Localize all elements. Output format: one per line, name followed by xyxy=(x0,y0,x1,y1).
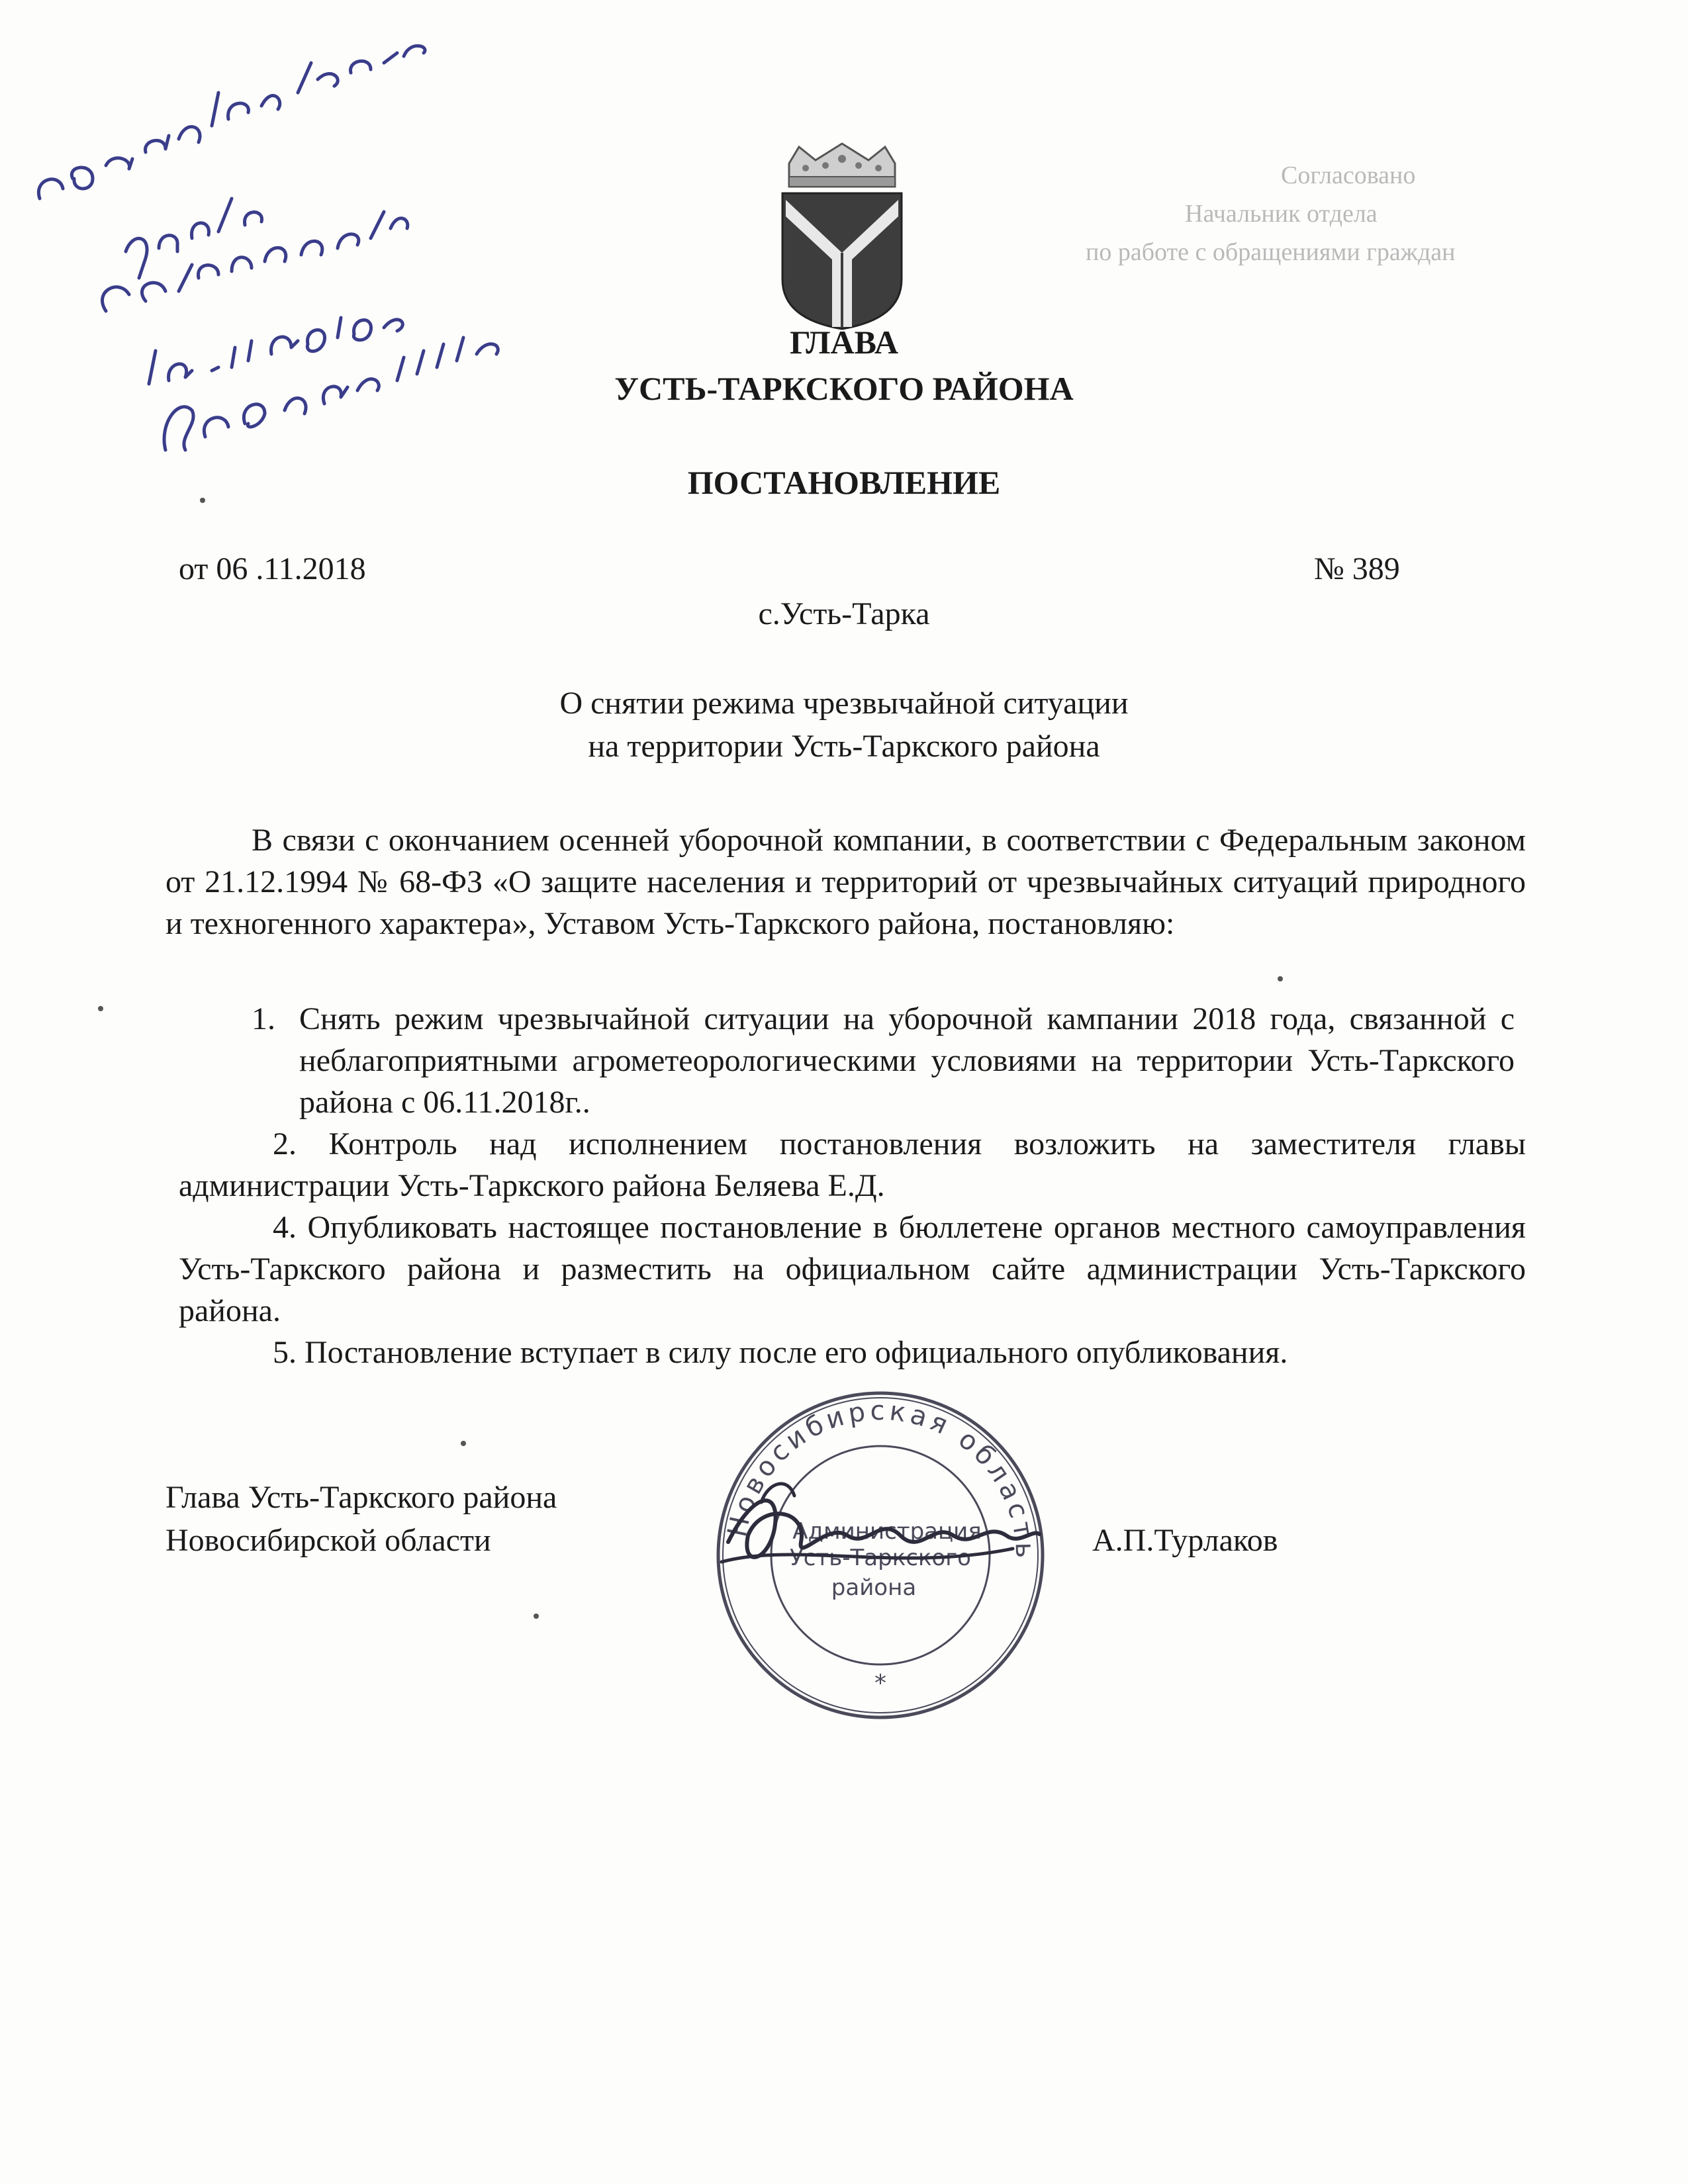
stamp-star: * xyxy=(874,1670,886,1697)
preamble-text: В связи с окончанием осенней уборочной компании, в соответствии с Федеральным законом от 21.12.1994 № 68-ФЗ «О защите населения и территорий от чрезвычайных ситуаций природного и техногенного характера», Уставом Усть-Таркского района, постановляю: xyxy=(165,823,1526,941)
paper-speck xyxy=(461,1441,466,1446)
coat-of-arms-emblem xyxy=(769,140,915,332)
document-number: № 389 xyxy=(1314,551,1400,586)
stamp-center-line3: района xyxy=(831,1574,917,1601)
item-1: Снять режим чрезвычайной ситуации на уборочной кампании 2018 года, связанной с неблагоприятными агрометеорологическими условиями на территории Усть-Таркского района с 06.11.2018г.. xyxy=(299,1001,1515,1120)
header-title-line1: ГЛАВА xyxy=(790,324,898,361)
document-type: ПОСТАНОВЛЕНИЕ xyxy=(687,464,1001,501)
signatory-name: А.П.Турлаков xyxy=(1092,1523,1278,1558)
stamp-center-line2: Усть-Таркского xyxy=(790,1545,971,1571)
item-4-text: 4. Опубликовать настоящее постановление в бюллетене органов местного самоуправления Усть-Таркского района и разместить на официальном сайте администрации Усть-Таркского района. xyxy=(179,1210,1526,1328)
bleed-through-line: Согласовано xyxy=(1281,161,1416,189)
stamp-center-line1: Администрация xyxy=(792,1518,982,1545)
item-5 xyxy=(179,1332,1526,1373)
paper-speck xyxy=(200,498,205,503)
document-date: от 06 .11.2018 xyxy=(179,551,366,586)
paper-speck xyxy=(98,1006,103,1011)
item-5-text: 5. Постановление вступает в силу после его официального опубликования. xyxy=(273,1335,1288,1370)
signatory-position-line2: Новосибирской области xyxy=(165,1523,491,1558)
item-2 xyxy=(179,1123,1526,1206)
signatory-position-line1: Глава Усть-Таркского района xyxy=(165,1480,557,1515)
document-place: с.Усть-Тарка xyxy=(758,596,930,631)
handwritten-signature xyxy=(702,1463,1046,1595)
bleed-through-line: по работе с обращениями граждан xyxy=(1086,238,1456,266)
stamp-ring-text: Новосибирская область xyxy=(722,1395,1041,1563)
header-title-line2: УСТЬ-ТАРКСКОГО РАЙОНА xyxy=(614,370,1074,407)
subject-line2: на территории Усть-Таркского района xyxy=(588,729,1100,764)
bleed-through-line: Начальник отдела xyxy=(1185,200,1378,228)
body-preamble xyxy=(165,819,1526,944)
item-2-text: 2. Контроль над исполнением постановления возложить на заместителя главы администрации Усть-Таркского района Беляева Е.Д. xyxy=(179,1126,1526,1203)
item-4 xyxy=(179,1206,1526,1332)
item-1-number: 1. xyxy=(252,1001,275,1036)
paper-speck xyxy=(1278,976,1283,981)
paper-speck xyxy=(534,1614,539,1619)
subject-line1: О снятии режима чрезвычайной ситуации xyxy=(559,686,1129,721)
handwritten-resolution xyxy=(0,0,596,477)
